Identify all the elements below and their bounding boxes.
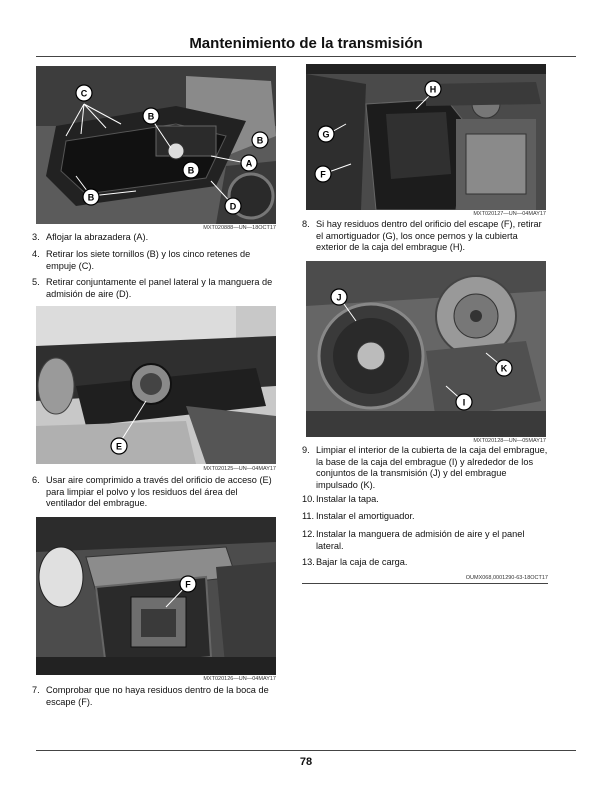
callout-j — [331, 289, 347, 305]
section-end-rule — [302, 583, 548, 584]
callout-d — [225, 198, 241, 214]
svg-text:B: B — [87, 192, 95, 203]
figure-code: MXT020127—UN—04MAY17 — [473, 211, 546, 217]
figure-code: MXT020125—UN—04MAY17 — [203, 466, 276, 472]
document-reference: OUMX068,0001290-63-18OCT17 — [465, 575, 548, 581]
figure-code: MXT020128—UN—05MAY17 — [473, 438, 546, 444]
figure-code: MXT020126—UN—04MAY17 — [203, 676, 276, 682]
callout-b-2 — [252, 132, 268, 148]
figure-clutch-assemblies — [306, 261, 546, 437]
svg-text:F: F — [320, 169, 326, 180]
svg-text:H: H — [429, 84, 437, 95]
svg-text:J: J — [336, 292, 342, 303]
svg-text:F: F — [185, 579, 191, 590]
callout-g — [318, 126, 334, 142]
callout-h — [425, 81, 441, 97]
header-rule — [36, 56, 576, 57]
callout-c — [76, 85, 92, 101]
callout-a — [241, 155, 257, 171]
footer-rule — [36, 750, 576, 751]
svg-text:D: D — [229, 201, 237, 212]
page-title: Mantenimiento de la transmisión — [189, 35, 423, 52]
svg-text:B: B — [256, 135, 264, 146]
figure-side-panel — [36, 66, 276, 224]
figure-clutch-cover — [306, 64, 546, 210]
callout-k — [496, 360, 512, 376]
figure-code: MXT020888—UN—18OCT17 — [203, 225, 276, 231]
callout-b-4 — [83, 189, 99, 205]
page-number: 78 — [299, 756, 313, 768]
svg-text:B: B — [147, 111, 155, 122]
callout-b-3 — [183, 162, 199, 178]
callout-f-2 — [315, 166, 331, 182]
svg-text:I: I — [462, 397, 466, 408]
callout-e — [111, 438, 127, 454]
callout-f — [180, 576, 196, 592]
callout-i — [456, 394, 472, 410]
svg-text:B: B — [187, 165, 195, 176]
svg-text:C: C — [80, 88, 88, 99]
figure-exhaust-outlet — [36, 517, 276, 675]
svg-text:G: G — [322, 129, 330, 140]
figure-access-hole — [36, 306, 276, 464]
callout-b-1 — [143, 108, 159, 124]
svg-text:A: A — [245, 158, 253, 169]
svg-text:E: E — [115, 441, 123, 452]
svg-text:K: K — [500, 363, 508, 374]
